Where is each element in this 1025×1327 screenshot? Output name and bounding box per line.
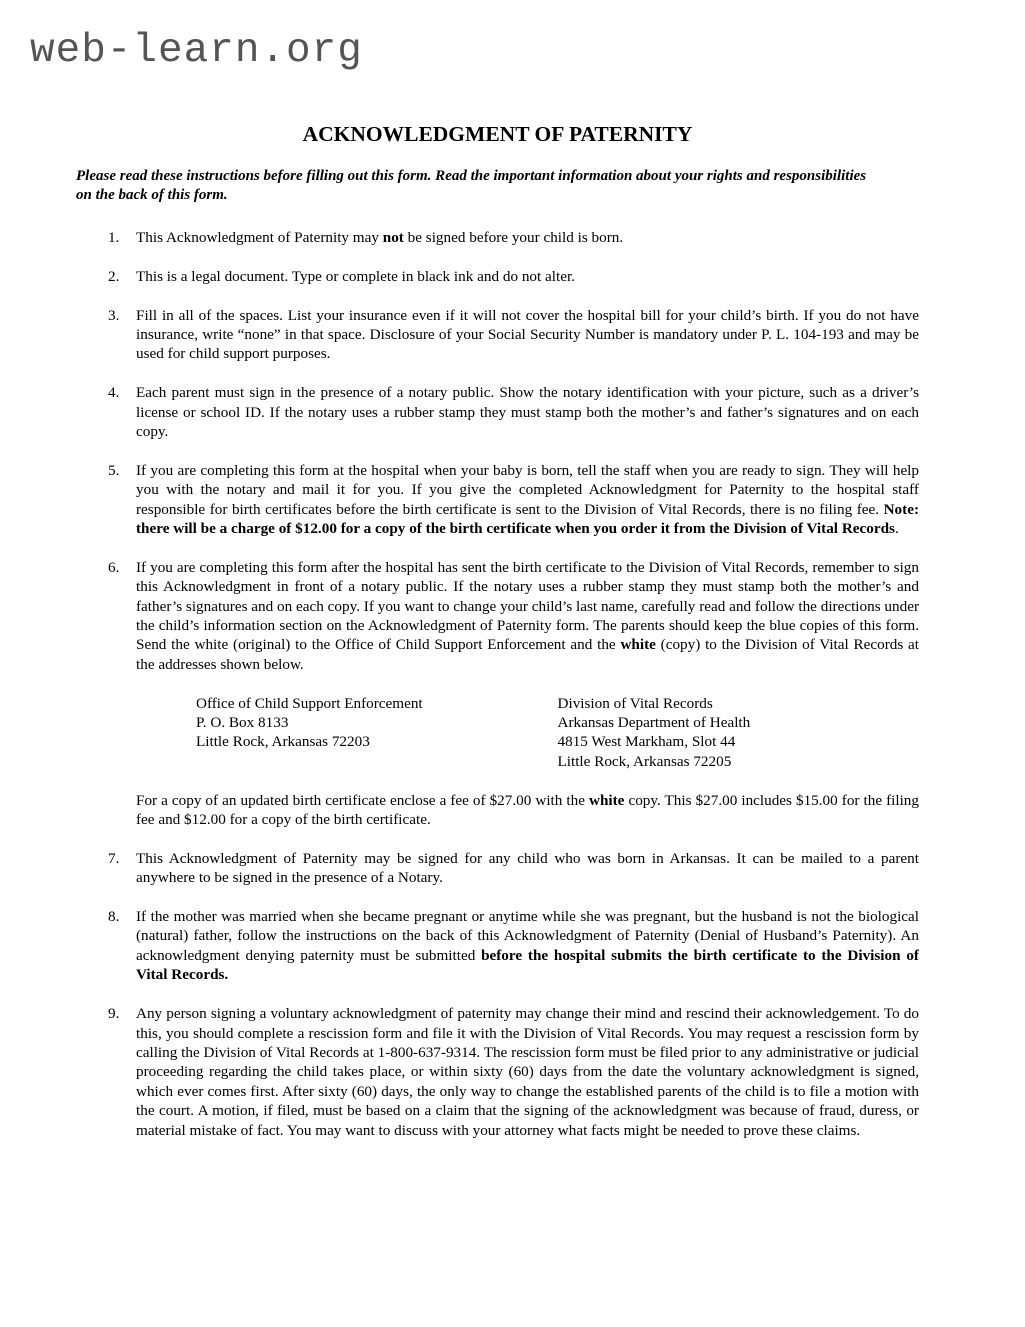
list-item xyxy=(108,383,919,441)
item-text xyxy=(136,1004,919,1140)
item-number: 8. xyxy=(108,908,120,926)
bold-text: white xyxy=(588,791,625,809)
text: If you are completing this form after the hospital has sent the birth certificate to the Division of Vital Records, remember to sign this Acknowledgment in front of a notary public. If the notary uses a rubber stamp they must stamp both the mother’s and father’s signatures and on each copy. If you want to change your child’s last name, carefully read and follow the directions under the child’s information section on the Acknowledgment of Paternity form. The parents should keep the blue copies of this form. Send the white (original) to the Office of Child Support Enforcement and the xyxy=(136,558,919,654)
bold-text: white xyxy=(620,636,656,654)
item-text xyxy=(136,558,919,674)
item-number: 6. xyxy=(108,558,120,576)
text: This Acknowledgment of Paternity may be signed for any child who was born in Arkansas. It can be mailed to a parent anywhere to be signed in the presence of a Notary. xyxy=(136,849,919,887)
item-text xyxy=(136,461,919,539)
text: (copy) to the Division of Vital Records at the addresses shown below. xyxy=(136,636,919,673)
address-line: P. O. Box 8133 xyxy=(196,714,289,732)
item-text xyxy=(136,383,919,441)
watermark: web-learn.org xyxy=(30,28,363,74)
bold-text: before the hospital submits the birth certificate to the Division of Vital Records. xyxy=(136,946,919,984)
item-number: 3. xyxy=(108,306,120,324)
list-item xyxy=(108,267,919,286)
item-text xyxy=(136,267,919,286)
list-item xyxy=(108,306,919,364)
text: Any person signing a voluntary acknowledgment of paternity may change their mind and rescind their acknowledgement. To do this, you should complete a rescission form and file it with the Division of Vital Records. You may request a rescission form by calling the Division of Vital Records at 1-800-637-9314. The rescission form must be filed prior to any administrative or judicial proceeding regarding the child takes place, or within sixty (60) days from the date the voluntary acknowledgment is signed, which ever comes first. After sixty (60) days, the only way to change the established parents of the child is to file a motion with the court. A motion, if filed, must be based on a claim that the signing of the acknowledgment was because of fraud, duress, or material mistake of fact. You may want to discuss with your attorney what facts might be needed to prove these claims. xyxy=(136,1005,919,1139)
text: If you are completing this form at the hospital when your baby is born, tell the staff when you are ready to sign. They will help you with the notary and mail it for you. If you give the completed Acknowledgment for Paternity to the hospital staff responsible for birth certificates before the birth certificate is sent to the Division of Vital Records, there is no filing fee. xyxy=(136,461,919,518)
item-number: 2. xyxy=(108,267,120,285)
item-number: 1. xyxy=(108,229,120,246)
list-item xyxy=(108,1004,919,1140)
document-title: ACKNOWLEDGMENT OF PATERNITY xyxy=(302,122,693,146)
fee-note xyxy=(136,791,919,830)
instruction-list xyxy=(0,228,1025,1159)
text: . xyxy=(894,520,899,538)
item-number: 7. xyxy=(108,849,120,867)
item-text xyxy=(136,849,919,888)
text: This Acknowledgment of Paternity may xyxy=(136,229,383,246)
address-line: Arkansas Department of Health xyxy=(557,714,751,732)
text: Fill in all of the spaces. List your insurance even if it will not cover the hospital bill for your child’s birth. If you do not have insurance, write “none” in that space. Disclosure of your Social Security Number is mandatory under P. L. 104-193 and may be used for child support purposes. xyxy=(136,306,919,363)
address-line: Division of Vital Records xyxy=(557,694,713,712)
item-number: 9. xyxy=(108,1005,120,1023)
list-item xyxy=(108,461,919,539)
text: copy. This $27.00 includes $15.00 for the filing fee and $12.00 for a copy of the birth certificate. xyxy=(136,791,919,829)
text: Each parent must sign in the presence of a notary public. Show the notary identification with your picture, such as a driver’s license or school ID. If the notary uses a rubber stamp they must stamp both the mother’s and father’s signatures and on each copy. xyxy=(136,384,919,441)
text: be signed before your child is born. xyxy=(403,229,624,246)
address-line: 4815 West Markham, Slot 44 xyxy=(557,733,736,751)
text: This is a legal document. Type or complete in black ink and do not alter. xyxy=(136,267,575,285)
address-line: Little Rock, Arkansas 72205 xyxy=(557,752,732,770)
address-block xyxy=(558,694,920,772)
bold-text: not xyxy=(382,229,404,246)
item-number: 5. xyxy=(108,461,120,479)
list-item xyxy=(108,228,919,247)
text: If the mother was married when she became pregnant or anytime while she was pregnant, but the husband is not the biological (natural) father, follow the instructions on the back of this Acknowledgment of Paternity (Denial of Husband’s Paternity). An acknowledgment denying paternity must be submitted xyxy=(136,908,919,964)
intro-instructions: Please read these instructions before filling out this form. Read the important information about your rights and responsibilities on the back of this form. xyxy=(76,168,867,204)
list-item xyxy=(108,907,919,985)
address-block xyxy=(196,694,558,772)
item-number: 4. xyxy=(108,384,120,402)
bold-text: Note: there will be a charge of $12.00 for a copy of the birth certificate when you order it from the Division of Vital Records xyxy=(136,500,919,538)
list-item xyxy=(108,849,919,888)
item-text xyxy=(136,228,919,247)
mailing-addresses xyxy=(196,694,919,772)
item-text xyxy=(136,907,919,985)
text: For a copy of an updated birth certificate enclose a fee of $27.00 with the xyxy=(136,791,589,809)
address-line: Little Rock, Arkansas 72203 xyxy=(196,733,370,751)
item-text xyxy=(136,306,919,364)
list-item xyxy=(108,558,919,830)
address-line: Office of Child Support Enforcement xyxy=(196,694,423,712)
